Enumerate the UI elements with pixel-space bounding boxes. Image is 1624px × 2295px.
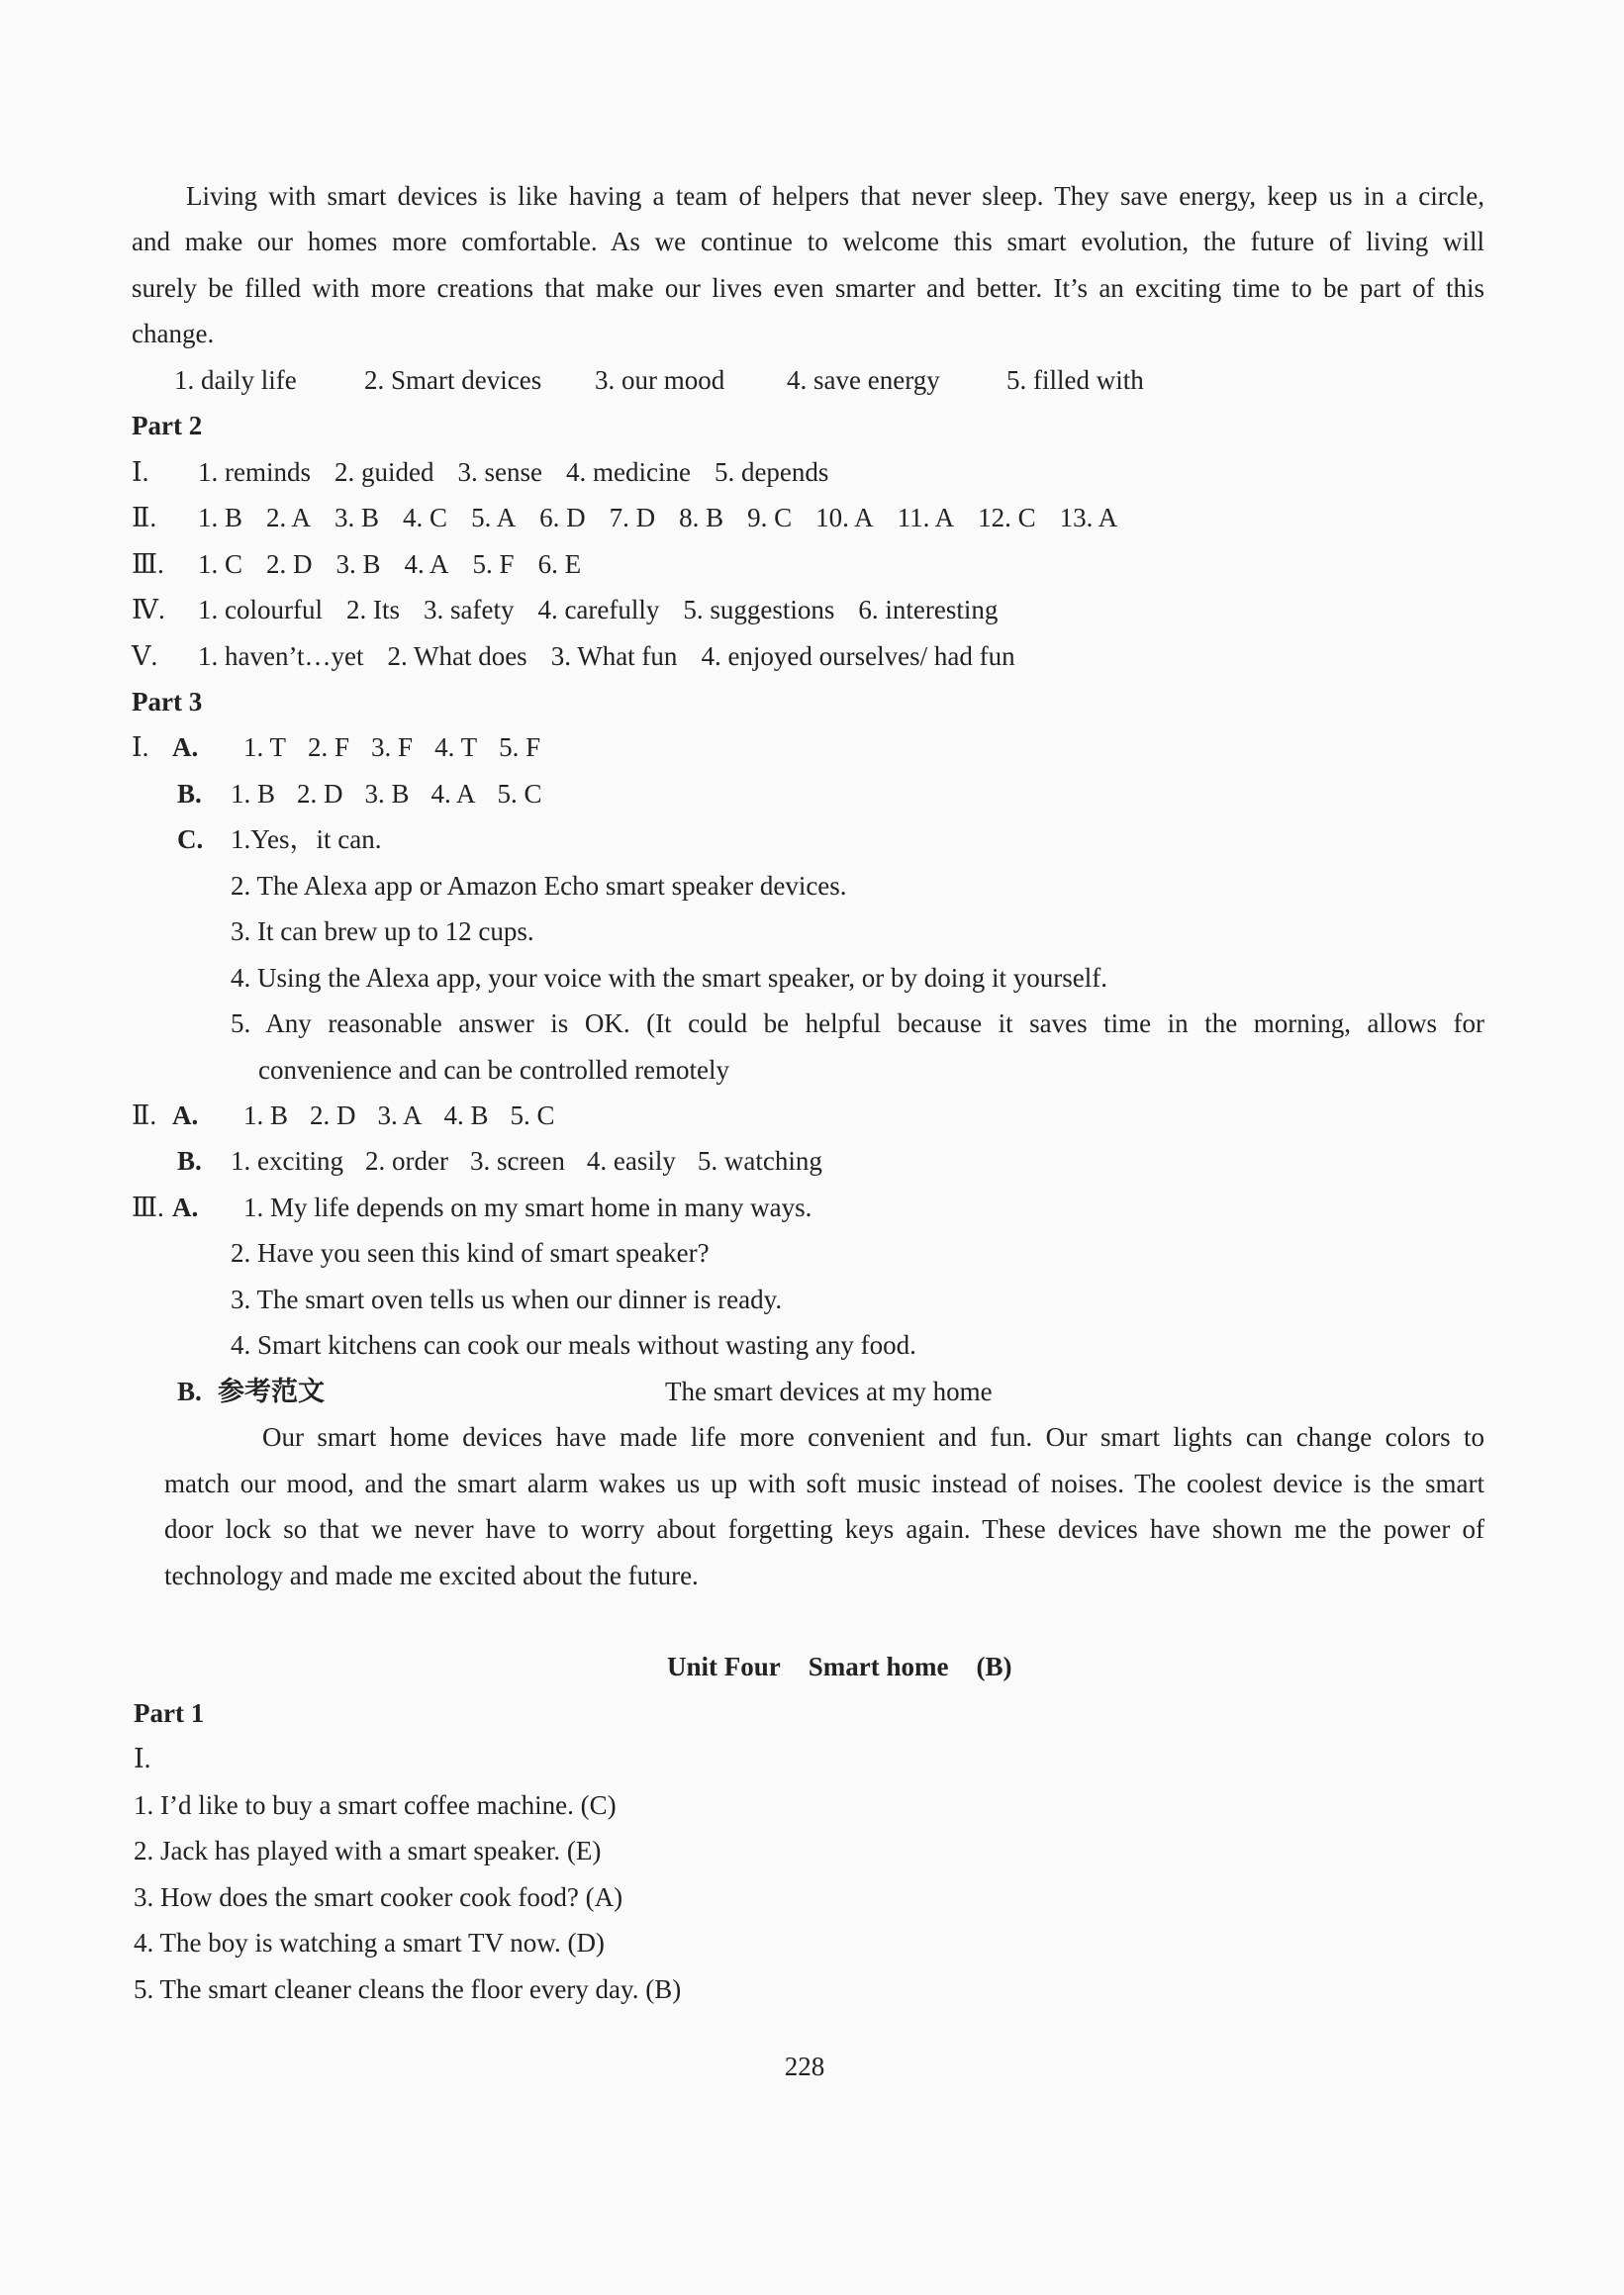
answer-item: 7. D (609, 503, 656, 533)
answer-line: 4. Smart kitchens can cook our meals without wasting any food. (231, 1330, 916, 1361)
essay-line: Our smart home devices have made life more convenient and fun. Our smart lights can change colors to (262, 1422, 1484, 1453)
answer-item: 5. C (510, 1100, 555, 1130)
answer-line: 5. The smart cleaner cleans the floor every day. (B) (134, 1973, 682, 2004)
paragraph-line: change. (132, 319, 215, 349)
answer-item: 2. guided (334, 456, 434, 487)
sub-label: B. (177, 1146, 202, 1177)
sub-label: B. (177, 778, 202, 809)
answer-item: 2. F (308, 732, 350, 763)
answer-item: 1. T (243, 732, 287, 763)
paragraph-line: Living with smart devices is like having a team of helpers that never sleep. They save energy, keep us in a circle, (186, 181, 1484, 211)
answer-line: 2. Jack has played with a smart speaker. (E) (134, 1836, 602, 1866)
answer-item: 11. A (897, 503, 955, 533)
answer-item: 1. B (231, 778, 276, 809)
sub-label: B. (177, 1376, 202, 1406)
unit-heading (667, 1644, 1011, 1689)
essay-line: match our mood, and the smart alarm wakes us up with soft music instead of noises. The coolest device is the smart (164, 1468, 1484, 1498)
answer-item: 4. carefully (537, 595, 660, 625)
answer-item: 2. What does (387, 640, 527, 671)
roman-label: Ⅲ. (132, 548, 164, 579)
answer-line: 1.Yes，it can. (231, 824, 382, 855)
answer-line: 4. Using the Alexa app, your voice with the smart speaker, or by doing it yourself. (231, 962, 1107, 993)
essay-line: technology and made me excited about the future. (164, 1560, 699, 1590)
answer-item: 4. B (443, 1100, 489, 1130)
roman-label: Ⅰ. (134, 1744, 151, 1774)
answer-item: 4. A (430, 778, 476, 809)
answer-item: 3. our mood (595, 364, 725, 395)
answer-item: 1. haven’t…yet (198, 640, 364, 671)
section-heading: Part 3 (132, 686, 203, 717)
answer-item: 1. B (243, 1100, 289, 1130)
answer-item: 1. B (198, 503, 243, 533)
unit-title: Unit Four (667, 1652, 781, 1682)
paragraph-line: and make our homes more comfortable. As we continue to welcome this smart evolution, the future of living will (132, 227, 1484, 257)
answer-line: 1. I’d like to buy a smart coffee machine. (C) (134, 1789, 617, 1820)
section-heading: Part 2 (132, 411, 203, 441)
answer-item: 5. suggestions (683, 595, 835, 625)
answer-item: 5. C (497, 778, 542, 809)
essay-title: The smart devices at my home (665, 1376, 993, 1406)
roman-label: Ⅳ. (132, 595, 165, 625)
answer-line: 2. The Alexa app or Amazon Echo smart speaker devices. (231, 870, 847, 901)
sub-label: A. (172, 732, 199, 763)
roman-label: Ⅰ. (132, 732, 149, 763)
answer-item: 1. exciting (231, 1146, 343, 1177)
paragraph-line: surely be filled with more creations that make our lives even smarter and better. It’s an exciting time to be part of this (132, 272, 1484, 303)
answer-item: 5. F (472, 548, 515, 579)
answer-item: 3. B (364, 778, 410, 809)
answer-item: 6. E (537, 548, 582, 579)
answer-line: 3. How does the smart cooker cook food? (A) (134, 1881, 623, 1912)
answer-row (177, 1138, 822, 1184)
answer-item: 4. T (434, 732, 478, 763)
answer-item: 1. daily life (174, 364, 297, 395)
answer-item: 9. C (747, 503, 793, 533)
sample-essay-label: 参考范文 (218, 1376, 325, 1406)
answer-item: 5. filled with (1006, 364, 1144, 395)
answer-row (132, 1185, 812, 1230)
answer-item: 3. B (334, 503, 380, 533)
answer-item: 6. D (539, 503, 586, 533)
answer-item: 4. enjoyed ourselves/ had fun (701, 640, 1015, 671)
answer-item: 2. order (364, 1146, 448, 1177)
answer-line: 4. The boy is watching a smart TV now. (D) (134, 1928, 605, 1959)
answer-line: convenience and can be controlled remotely (258, 1054, 730, 1085)
answer-row (132, 495, 1117, 540)
answer-row (132, 449, 828, 495)
roman-label: Ⅰ. (132, 456, 149, 487)
answer-item: 4. medicine (565, 456, 691, 487)
unit-version: (B) (976, 1652, 1012, 1682)
answer-item: 5. A (471, 503, 517, 533)
answer-item: 3. What fun (550, 640, 678, 671)
roman-label: Ⅲ. (132, 1192, 164, 1222)
unit-topic: Smart home (808, 1652, 949, 1682)
answer-item: 2. D (310, 1100, 356, 1130)
answer-item: 3. A (377, 1100, 423, 1130)
answer-line: 3. The smart oven tells us when our dinner is ready. (231, 1284, 783, 1314)
sub-label: A. (172, 1192, 199, 1222)
answer-item: 5. watching (697, 1146, 822, 1177)
answer-row (132, 1093, 555, 1138)
answer-row (132, 633, 1015, 679)
answer-item: 1. C (198, 548, 243, 579)
answer-item: 2. A (266, 503, 312, 533)
answer-line: 1. My life depends on my smart home in many ways. (243, 1192, 812, 1222)
essay-line: door lock so that we never have to worry about forgetting keys again. These devices have shown me the power of (164, 1514, 1484, 1545)
sub-label: C. (177, 824, 204, 855)
answer-item: 1. colourful (198, 595, 323, 625)
answer-row (132, 724, 540, 770)
answer-item: 4. easily (586, 1146, 676, 1177)
answer-line: 2. Have you seen this kind of smart speaker? (231, 1238, 710, 1269)
answer-item: 10. A (815, 503, 874, 533)
sub-label: A. (172, 1100, 199, 1130)
answer-item: 4. C (403, 503, 448, 533)
answer-item: 2. D (266, 548, 313, 579)
roman-label: Ⅱ. (132, 1100, 157, 1130)
answer-item: 3. safety (423, 595, 515, 625)
answer-line: 5. Any reasonable answer is OK. (It could be helpful because it saves time in the morning, allows for (231, 1008, 1484, 1039)
answer-item: 13. A (1059, 503, 1118, 533)
answer-row (132, 541, 581, 587)
section-heading: Part 1 (134, 1697, 205, 1728)
answer-item: 12. C (978, 503, 1036, 533)
answer-item: 8. B (679, 503, 724, 533)
roman-label: Ⅴ. (132, 640, 158, 671)
answer-item: 5. depends (714, 456, 829, 487)
answer-item: 6. interesting (858, 595, 999, 625)
roman-label: Ⅱ. (132, 503, 157, 533)
answer-item: 3. F (371, 732, 414, 763)
answer-item: 3. sense (457, 456, 542, 487)
answer-row (132, 587, 998, 632)
answer-item: 2. D (297, 778, 343, 809)
answer-row (177, 816, 382, 862)
answer-item: 4. save energy (787, 364, 940, 395)
answer-row (177, 771, 542, 816)
answer-item: 3. screen (469, 1146, 565, 1177)
answer-item: 2. Smart devices (364, 364, 542, 395)
answer-item: 2. Its (345, 595, 400, 625)
page-number: 228 (784, 2052, 825, 2081)
answer-line: 3. It can brew up to 12 cups. (231, 916, 534, 947)
answer-item: 4. A (404, 548, 449, 579)
answer-item: 3. B (335, 548, 381, 579)
answer-item: 1. reminds (198, 456, 311, 487)
answer-item: 5. F (499, 732, 541, 763)
